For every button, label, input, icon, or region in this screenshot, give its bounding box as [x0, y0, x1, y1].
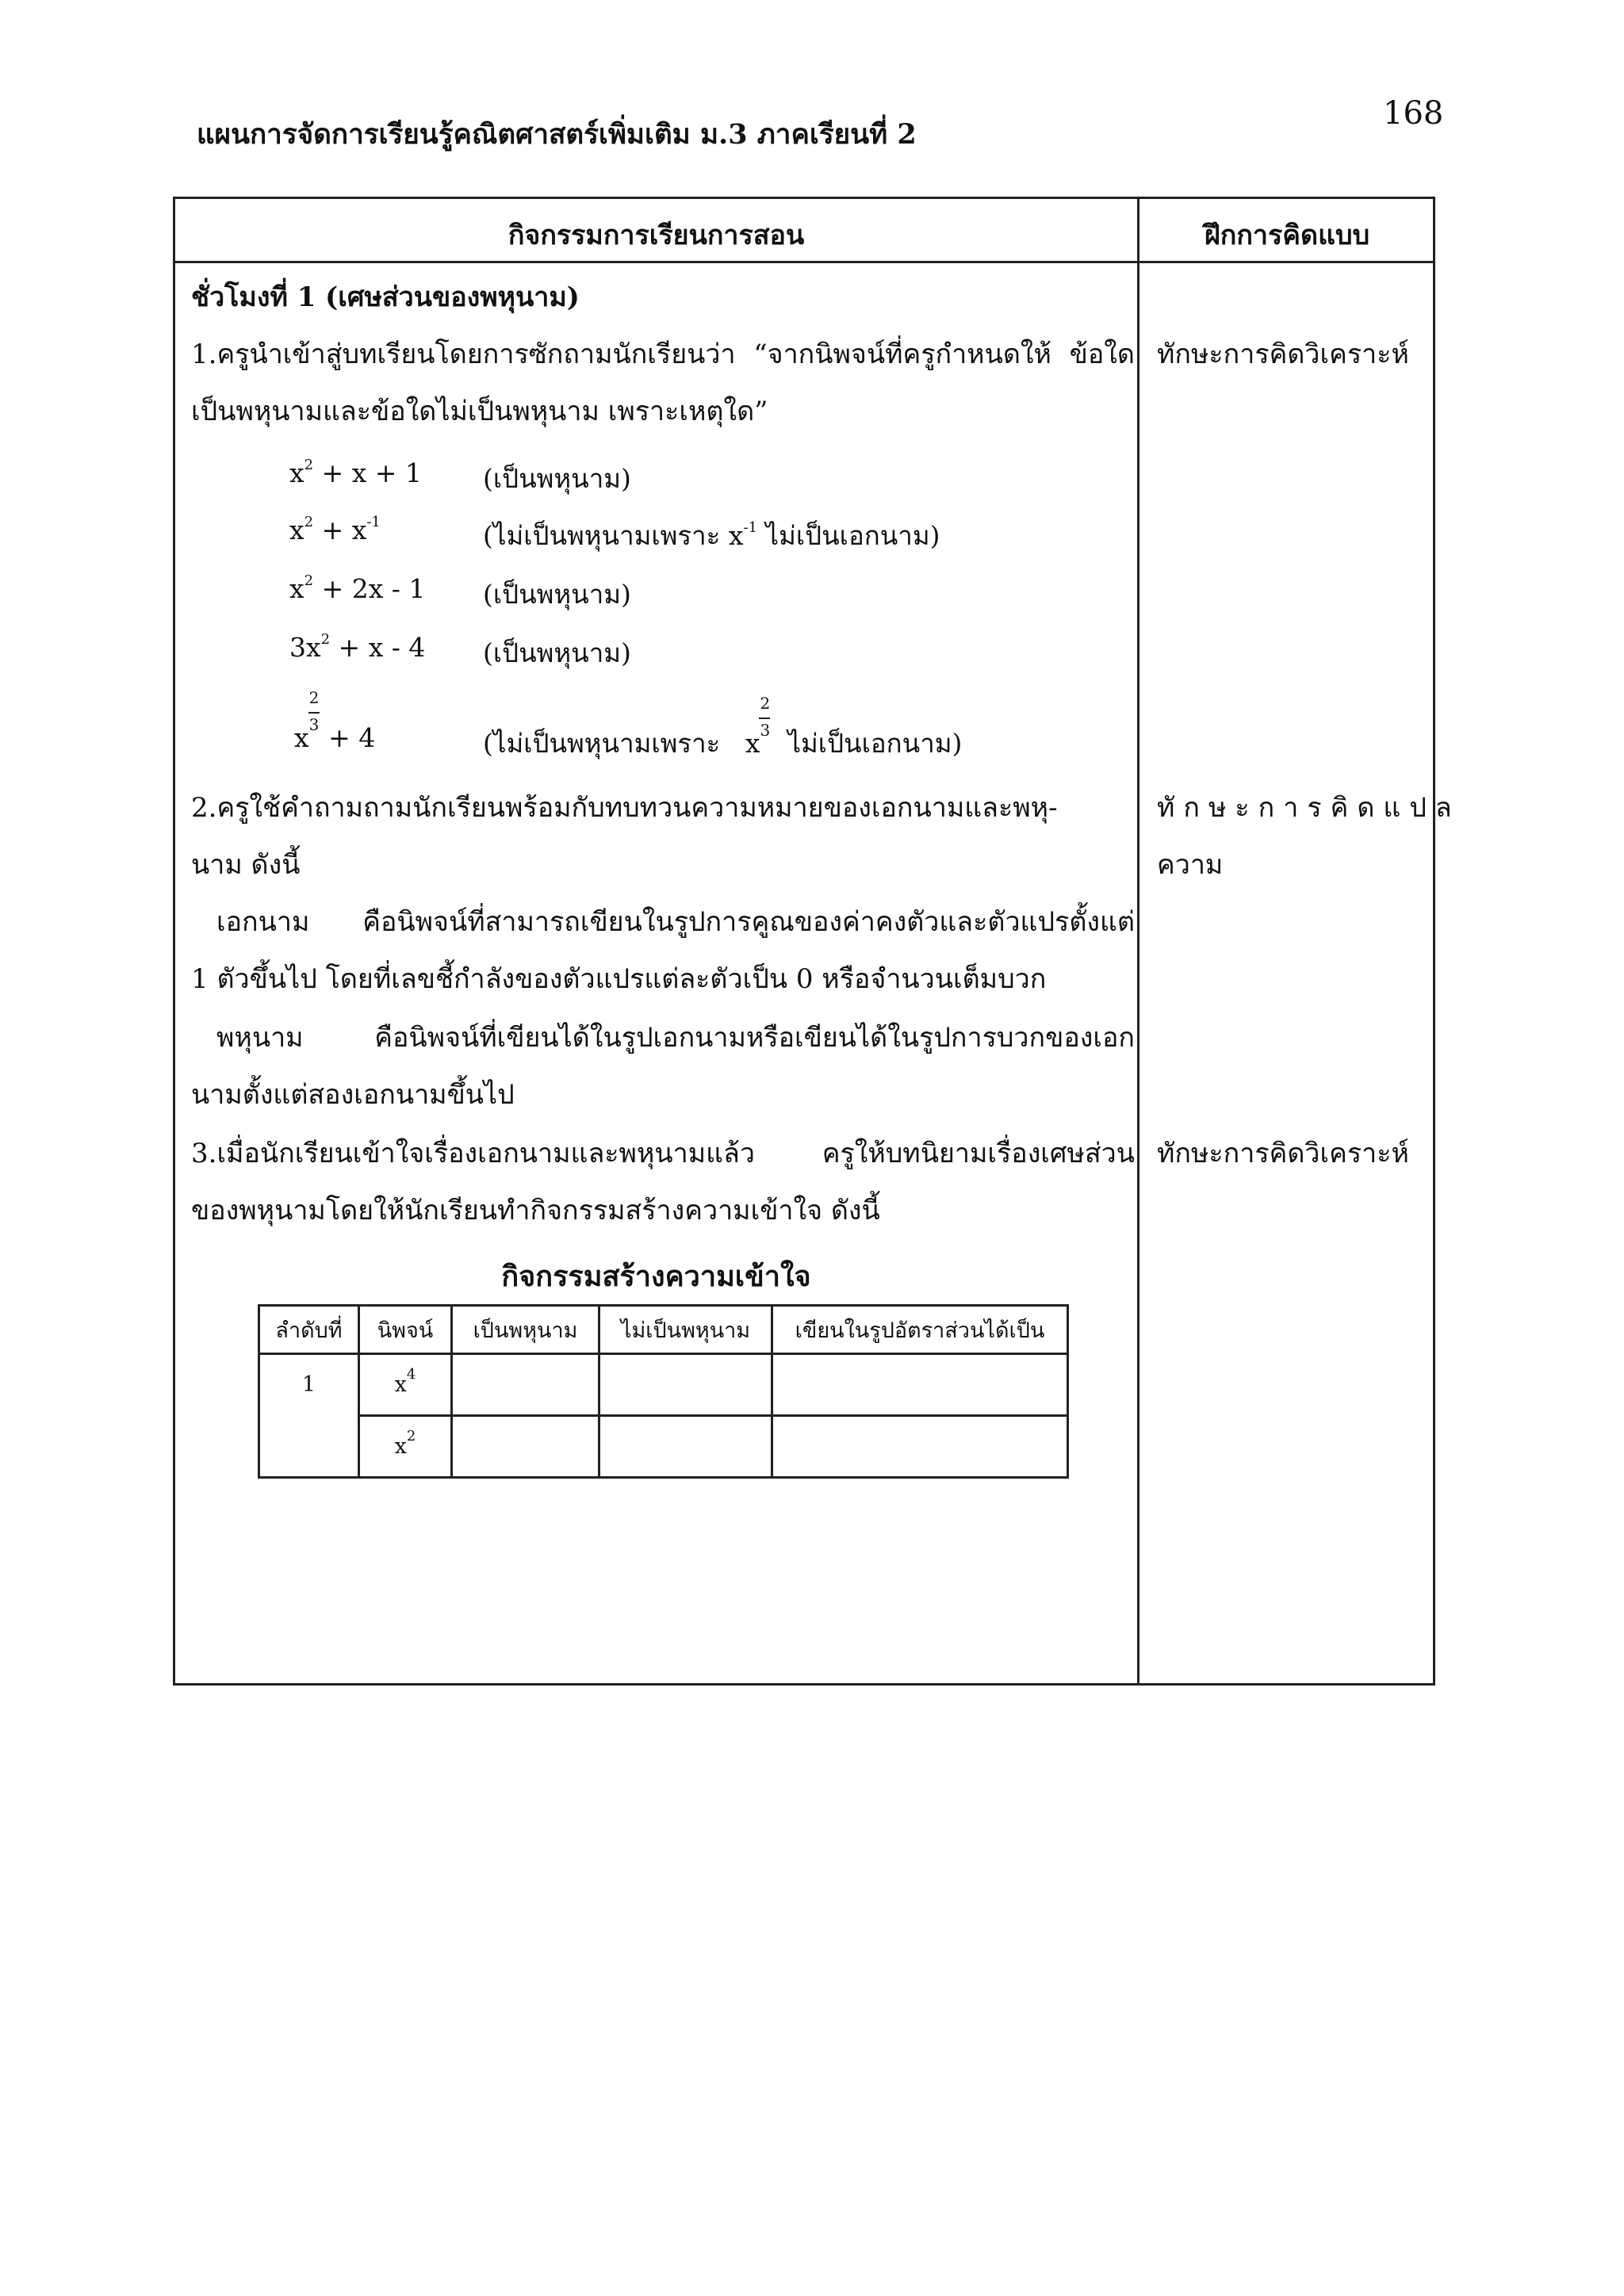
example-5-reason-end: ไม่เป็นเอกนาม)	[787, 728, 963, 759]
example-4-description: (เป็นพหุนาม)	[483, 637, 631, 668]
document-title: แผนการจัดการเรียนรู้คณิตศาสตร์เพิ่มเติม ม.3 ภาคเรียนที่ 2	[197, 118, 917, 151]
example-1-expression: $x^2 + x + 1$	[289, 457, 422, 488]
col-expression: นิพจน์	[359, 1306, 452, 1354]
page-number: 168	[1383, 95, 1444, 132]
col-not-polynomial: ไม่เป็นพหุนาม	[599, 1306, 772, 1354]
table-row	[259, 1416, 1068, 1478]
example-5-expression: x $\frac{2}{3}$ + 4	[294, 688, 376, 753]
example-5-reason: (ไม่เป็นพหุนามเพราะ	[483, 728, 721, 759]
table-row	[259, 1354, 1068, 1416]
monomial-definition-line1: เอกนาม คือนิพจน์ที่สามารถเขียนในรูปการคูณของค่าคงตัวและตัวแปรตั้งแต่	[216, 906, 1135, 938]
order-cell: 1	[259, 1354, 359, 1478]
expression-cell: $x^4$	[359, 1354, 452, 1416]
example-2-reason-end: ไม่เป็นเอกนาม)	[765, 520, 940, 551]
polynomial-definition-line2: นามตั้งแต่สองเอกนามขึ้นไป	[191, 1079, 515, 1111]
step1-line2: เป็นพหุนามและข้อใดไม่เป็นพหุนาม เพราะเหตุใด”	[191, 396, 768, 427]
hour-heading: ชั่วโมงที่ 1 (เศษส่วนของพหุนาม)	[191, 281, 580, 313]
monomial-definition-line2: 1 ตัวขึ้นไป โดยที่เลขชี้กำลังของตัวแปรแต่ละตัวเป็น 0 หรือจำนวนเต็มบวก	[191, 963, 1047, 995]
step3-skill: ทักษะการคิดวิเคราะห์	[1157, 1138, 1409, 1169]
example-5-description: (ไม่เป็นพหุนามเพราะ x $\frac{2}{3}$ ไม่เป็นเอกนาม)	[483, 694, 963, 759]
activity-title: กิจกรรมสร้างความเข้าใจ	[501, 1260, 811, 1293]
column-divider	[1137, 199, 1139, 1683]
step1-skill: ทักษะการคิดวิเคราะห์	[1157, 339, 1409, 370]
answer-cell	[599, 1416, 772, 1478]
col-is-polynomial: เป็นพหุนาม	[452, 1306, 599, 1354]
example-3-expression: $x^2 + 2x - 1$	[289, 572, 426, 604]
step1-line1: 1.ครูนำเข้าสู่บทเรียนโดยการซักถามนักเรียนว่า “จากนิพจน์ที่ครูกำหนดให้ ข้อใด	[191, 339, 1135, 370]
example-3-description: (เป็นพหุนาม)	[483, 579, 631, 610]
step3-line2: ของพหุนามโดยให้นักเรียนทำกิจกรรมสร้างความเข้าใจ ดังนี้	[191, 1195, 880, 1226]
lesson-table	[173, 197, 1461, 1686]
answer-cell	[772, 1354, 1068, 1416]
step2-line2: นาม ดังนี้	[191, 849, 301, 881]
example-4-expression: $3x^2 + x - 4$	[289, 631, 426, 663]
expression-cell: $x^2$	[359, 1416, 452, 1478]
answer-cell	[452, 1416, 599, 1478]
step3-line1: 3.เมื่อนักเรียนเข้าใจเรื่องเอกนามและพหุนามแล้ว ครูให้บทนิยามเรื่องเศษส่วน	[191, 1138, 1135, 1169]
step2-line1: 2.ครูใช้คำถามถามนักเรียนพร้อมกับทบทวนความหมายของเอกนามและพหุ-	[191, 792, 1058, 824]
col-order: ลำดับที่	[259, 1306, 359, 1354]
header-divider	[175, 261, 1433, 263]
example-2-expression: $x^2 + x^{-1}$	[289, 514, 381, 545]
activity-header-row	[259, 1306, 1068, 1354]
header-activities: กิจกรรมการเรียนการสอน	[508, 220, 805, 251]
answer-cell	[599, 1354, 772, 1416]
example-2-description: (ไม่เป็นพหุนามเพราะ $x^{-1}$ ไม่เป็นเอกนาม)	[483, 519, 940, 551]
example-2-reason: (ไม่เป็นพหุนามเพราะ	[483, 520, 721, 551]
header-thinking: ฝึกการคิดแบบ	[1204, 220, 1370, 251]
col-ratio-form: เขียนในรูปอัตราส่วนได้เป็น	[772, 1306, 1068, 1354]
step2-skill-line2: ความ	[1157, 849, 1224, 881]
example-1-description: (เป็นพหุนาม)	[483, 463, 631, 494]
answer-cell	[772, 1416, 1068, 1478]
step2-skill-line1: ทักษะการคิดแปล	[1157, 792, 1461, 824]
answer-cell	[452, 1354, 599, 1416]
polynomial-definition-line1: พหุนาม คือนิพจน์ที่เขียนได้ในรูปเอกนามหรือเขียนได้ในรูปการบวกของเอก	[216, 1022, 1135, 1054]
activity-table	[258, 1304, 1069, 1479]
